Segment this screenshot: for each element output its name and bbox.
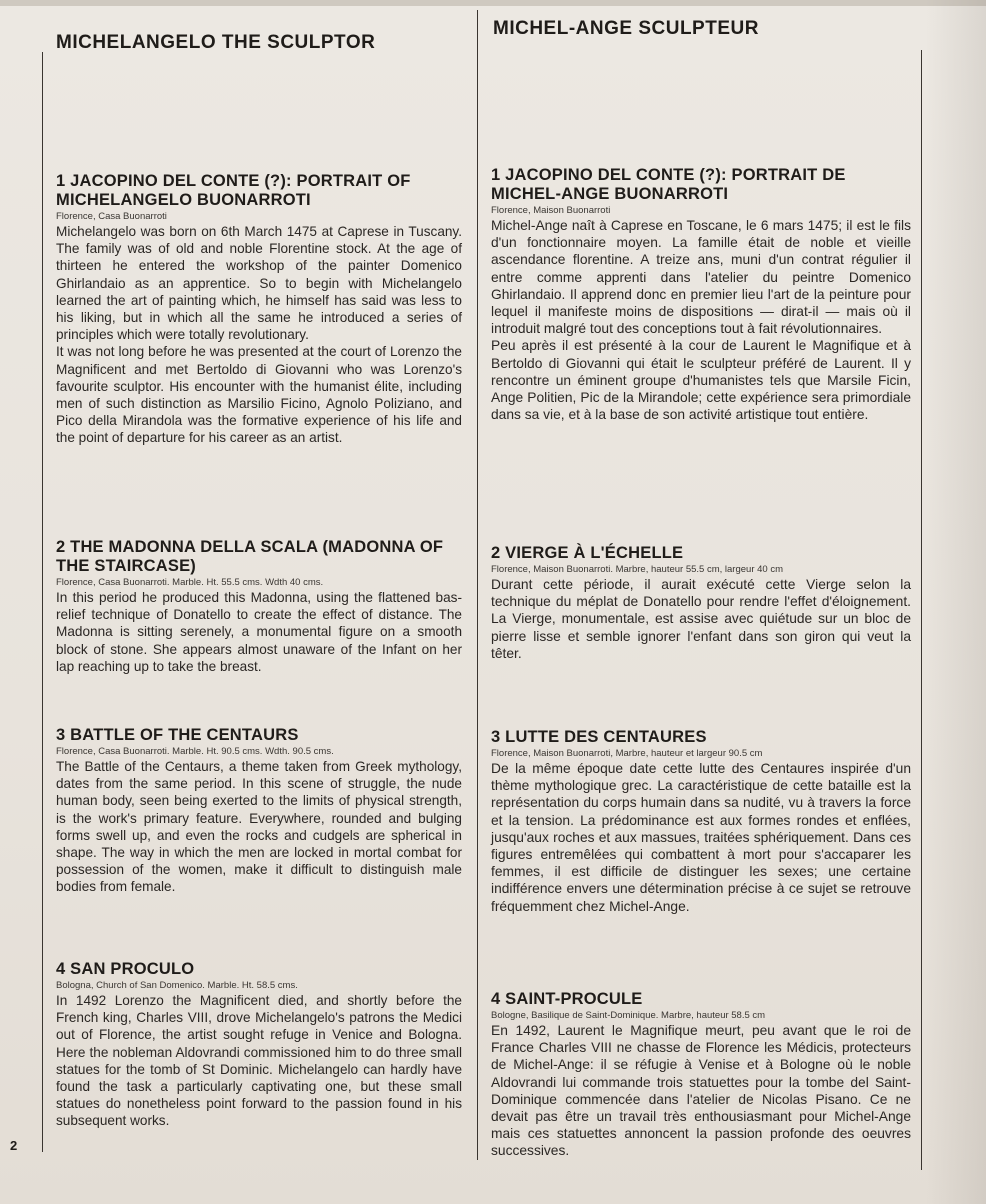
section-body: En 1492, Laurent le Magnifique meurt, peu avant que le roi de France Charles VIII ne chasse de Florence les Médicis, protecteurs de Michel-Ange: il se réfugie à Venise et à Bologne où le noble Aldovrandi lui commande trois statuettes pour la tombe del Saint-Dominique commencée dans l'atelier de Nicolas Pisano. Ce ne devait pas être un travail très enthousiasmant pour Michel-Ange mais ces statuettes annoncent la passion profonde des oeuvres successives. — [491, 1023, 911, 1159]
english-section-4 — [56, 960, 462, 1130]
english-section-3 — [56, 726, 462, 896]
section-title: 4 SAINT-PROCULE — [491, 990, 643, 1008]
section-title: 3 LUTTE DES CENTAURES — [491, 728, 707, 746]
section-body: In this period he produced this Madonna, using the flattened bas-relief technique of Donatello to create the effect of distance. The Madonna is sitting serenely, a monumental figure on a smooth block of stone. She appears almost unaware of the Infant on her lap reaching up to take the breast. — [56, 590, 462, 674]
section-subtitle: Florence, Casa Buonarroti — [56, 211, 167, 222]
section-subtitle: Florence, Maison Buonarroti, Marbre, hauteur et largeur 90.5 cm — [491, 748, 763, 759]
section-body: In 1492 Lorenzo the Magnificent died, and shortly before the French king, Charles VIII, drove Michelangelo's patrons the Medici out of Florence, the artist sought refuge in Venice and Bologna. Here the nobleman Aldovrandi commissioned him to do three small statues for the tomb of St Dominic. Michelangelo can hardly have found the task a particularly captivating one, but these small statues do nonetheless point forward to the passion found in his subsequent works. — [56, 993, 462, 1129]
section-title: 4 SAN PROCULO — [56, 960, 195, 978]
section-body: Michelangelo was born on 6th March 1475 at Caprese in Tuscany. The family was of old and noble Florentine stock. At the age of thirteen he entered the workshop of the painter Domenico Ghirlandaio as an apprentice. So to begin with Michelangelo learned the art of painting which, he himself has said was less to his liking, but in which all the same he introduced a series of principles which were totally revolutionary. It was not long before he was presented at the court of Lorenzo the Magnificent and met Bertoldo di Giovanni who was Lorenzo's favourite sculptor. His encounter with the humanist élite, including men of such distinction as Marsilio Ficino, Agnolo Poliziano, and Pico della Mirandola was the formative experience of his life and the point of departure for his career as an artist. — [56, 224, 462, 446]
page-shadow — [926, 0, 986, 1204]
section-subtitle: Bologne, Basilique de Saint-Dominique. Marbre, hauteur 58.5 cm — [491, 1010, 766, 1021]
english-page-title: MICHELANGELO THE SCULPTOR — [56, 32, 376, 53]
section-subtitle: Florence, Maison Buonarroti — [491, 205, 611, 216]
left-margin-rule — [42, 52, 43, 1152]
section-body: Durant cette période, il aurait exécuté cette Vierge selon la technique du méplat de Donatello pour rendre l'effet d'éloignement. La Vierge, monumentale, est assise avec quiétude sur un bloc de pierre lisse et semble ignorer l'enfant dans son giron qui veut la têter. — [491, 577, 911, 661]
french-section-3 — [491, 728, 911, 915]
english-section-1 — [56, 172, 462, 447]
section-subtitle: Bologna, Church of San Domenico. Marble. Ht. 58.5 cms. — [56, 980, 298, 991]
page-number: 2 — [10, 1138, 18, 1153]
section-title: 3 BATTLE OF THE CENTAURS — [56, 726, 299, 744]
right-margin-rule — [921, 50, 922, 1170]
french-page-title: MICHEL-ANGE SCULPTEUR — [493, 18, 759, 39]
french-section-4 — [491, 990, 911, 1160]
section-subtitle: Florence, Maison Buonarroti. Marbre, hauteur 55.5 cm, largeur 40 cm — [491, 564, 783, 575]
french-section-1 — [491, 166, 911, 423]
section-body: De la même époque date cette lutte des Centaures inspirée d'un thème mythologique grec. La caractéristique de cette bataille est la représentation du corps humain dans sa nudité, vu à travers la force et la tension. La prédominance est aux formes rondes et enflées, jusqu'aux roches et aux massues, traitées sphériquement. Dans ces figures entremêlées qui combattent à mort pour s'accaparer les femmes, il est difficile de distinguer les sexes; une certaine indifférence envers une détermination précise à ce sujet se retrouve fréquemment chez Michel-Ange. — [491, 761, 911, 914]
section-title: 1 JACOPINO DEL CONTE (?): PORTRAIT DE MICHEL-ANGE BUONARROTI — [491, 166, 846, 203]
section-subtitle: Florence, Casa Buonarroti. Marble. Ht. 55.5 cms. Wdth 40 cms. — [56, 577, 324, 588]
section-title: 2 THE MADONNA DELLA SCALA (MADONNA OF THE STAIRCASE) — [56, 538, 444, 575]
section-title: 1 JACOPINO DEL CONTE (?): PORTRAIT OF MICHELANGELO BUONARROTI — [56, 172, 411, 209]
section-body: Michel-Ange naît à Caprese en Toscane, le 6 mars 1475; il est le fils d'un fonctionnaire moyen. La famille était de noble et vieille ascendance florentine. A treize ans, muni d'un contrat régulier il entre comme apprenti dans l'atelier du peintre Domenico Ghirlandaio. Il apprend donc en premier lieu l'art de la peinture pour lequel il manifeste moins de dispositions — dirat-il — mais où il introduit malgré tout des conceptions tout à fait révolutionnaires. Peu après il est présenté à la cour de Laurent le Magnifique et à Bertoldo di Giovanni qui était le sculpteur préféré de Laurent. Il y rencontre un éminent groupe d'humanistes tels que Marsile Ficin, Ange Politien, Pic de la Mirandole; cette expérience sera primordiale dans sa vie, et à la base de son activité artistique tout entière. — [491, 218, 911, 423]
section-body: The Battle of the Centaurs, a theme taken from Greek mythology, dates from the same period. In this scene of struggle, the nude human body, seen being exerted to the limits of physical strength, is the work's primary feature. Everywhere, rounded and bulging forms swell up, and even the rocks and cudgels are spherical in shape. The way in which the men are locked in mortal combat for possession of the women, make it difficult to distinguish male bodies from female. — [56, 759, 462, 895]
french-section-2 — [491, 544, 911, 662]
column-divider — [477, 10, 478, 1160]
section-title: 2 VIERGE À L'ÉCHELLE — [491, 544, 684, 562]
english-section-2 — [56, 538, 462, 675]
section-subtitle: Florence, Casa Buonarroti. Marble. Ht. 90.5 cms. Wdth. 90.5 cms. — [56, 746, 334, 757]
top-edge — [0, 0, 986, 6]
